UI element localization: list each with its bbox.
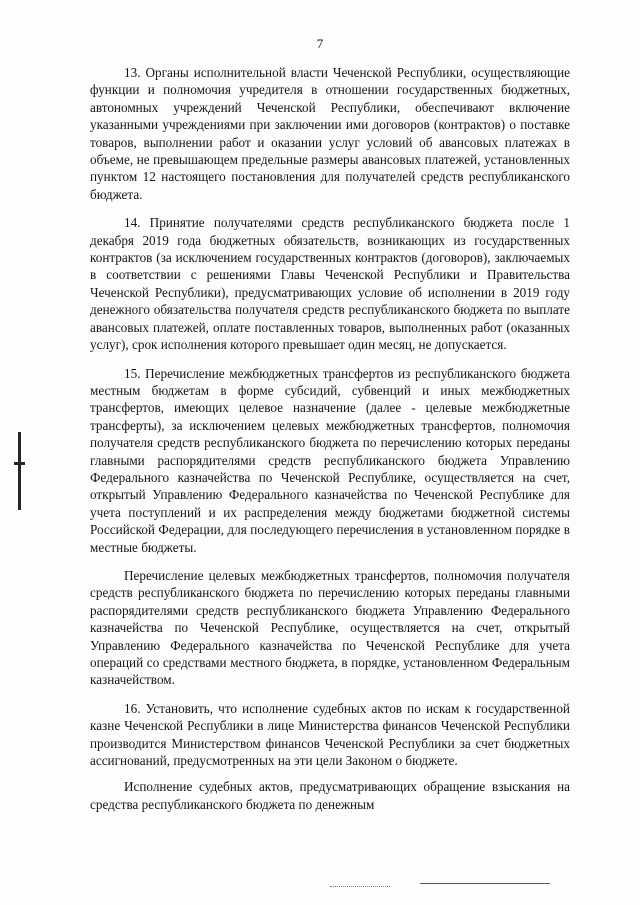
paragraph-13: 13. Органы исполнительной власти Чеченской Республики, осуществляющие функции и полномочия учредителя в отношении государственных бюджетных, автономных учреждений Чеченской Республики, обеспечивают включение указанными учреждениями при заключении ими договоров (контрактов) о поставке товаров, выполнении работ и оказании услуг условий об авансовых платежах в объеме, не превышающем предельные размеры авансовых платежей, установленных пунктом 12 настоящего постановления для получателей средств республиканского бюджета. — [90, 65, 570, 202]
paragraph-15: 15. Перечисление межбюджетных трансфертов из республиканского бюджета местным бюджетам в форме субсидий, субвенций и иных межбюджетных трансфертов, имеющих целевое назначение (далее - целевые межбюджетные трансферты), за исключением целевых межбюджетных трансфертов, полномочия получателя средств республиканского бюджета по перечислению которых переданы главными распорядителями средств республиканского бюджета Управлению Федерального казначейства по Чеченской Республике, осуществляется на счет, открытый Управлению Федерального казначейства по Чеченской Республике для учета поступлений и их распределения между бюджетами бюджетной системы Российской Федерации, для последующего перечисления в установленном порядке в местные бюджеты. — [90, 365, 570, 555]
paragraph-16: 16. Установить, что исполнение судебных актов по искам к государственной казне Чеченской Республики в лице Министерства финансов Чеченской Республики производится Министерством финансов Чеченской Республики за счет бюджетных ассигнований, предусмотренных на эти цели Законом о бюджете. — [90, 700, 570, 769]
paragraph-14: 14. Принятие получателями средств республиканского бюджета после 1 декабря 2019 года бюджетных обязательств, возникающих из государственных контрактов (за исключением государственных контрактов (договоров), заключаемых в соответствии с решениями Главы Чеченской Республики и Правительства Чеченской Республики), предусматривающих условие об исполнении в 2019 году денежного обязательства получателя средств республиканского бюджета по выплате авансовых платежей, оплате поставленных товаров, выполненных работ (оказанных услуг), срок исполнения которого превышает один месяц, не допускается. — [90, 215, 570, 353]
scan-artifact-dots — [330, 886, 390, 888]
scan-artifact-line — [420, 883, 550, 884]
paragraph-16-continuation: Исполнение судебных актов, предусматривающих обращение взыскания на средства республиканского бюджета по денежным — [90, 779, 570, 812]
document-body — [90, 64, 570, 813]
page-number: 7 — [316, 36, 324, 51]
binding-mark — [18, 432, 21, 510]
paragraph-15-continuation: Перечисление целевых межбюджетных трансфертов, полномочия получателя средств республиканского бюджета по перечислению которых переданы главными распорядителями средств республиканского бюджета Управлению Федерального казначейства по Чеченской Республике, осуществляется на счет, открытый Управлению Федерального казначейства по Чеченской Республике для учета операций со средствами местного бюджета, в порядке, установленном Федеральным казначейством. — [90, 567, 570, 688]
